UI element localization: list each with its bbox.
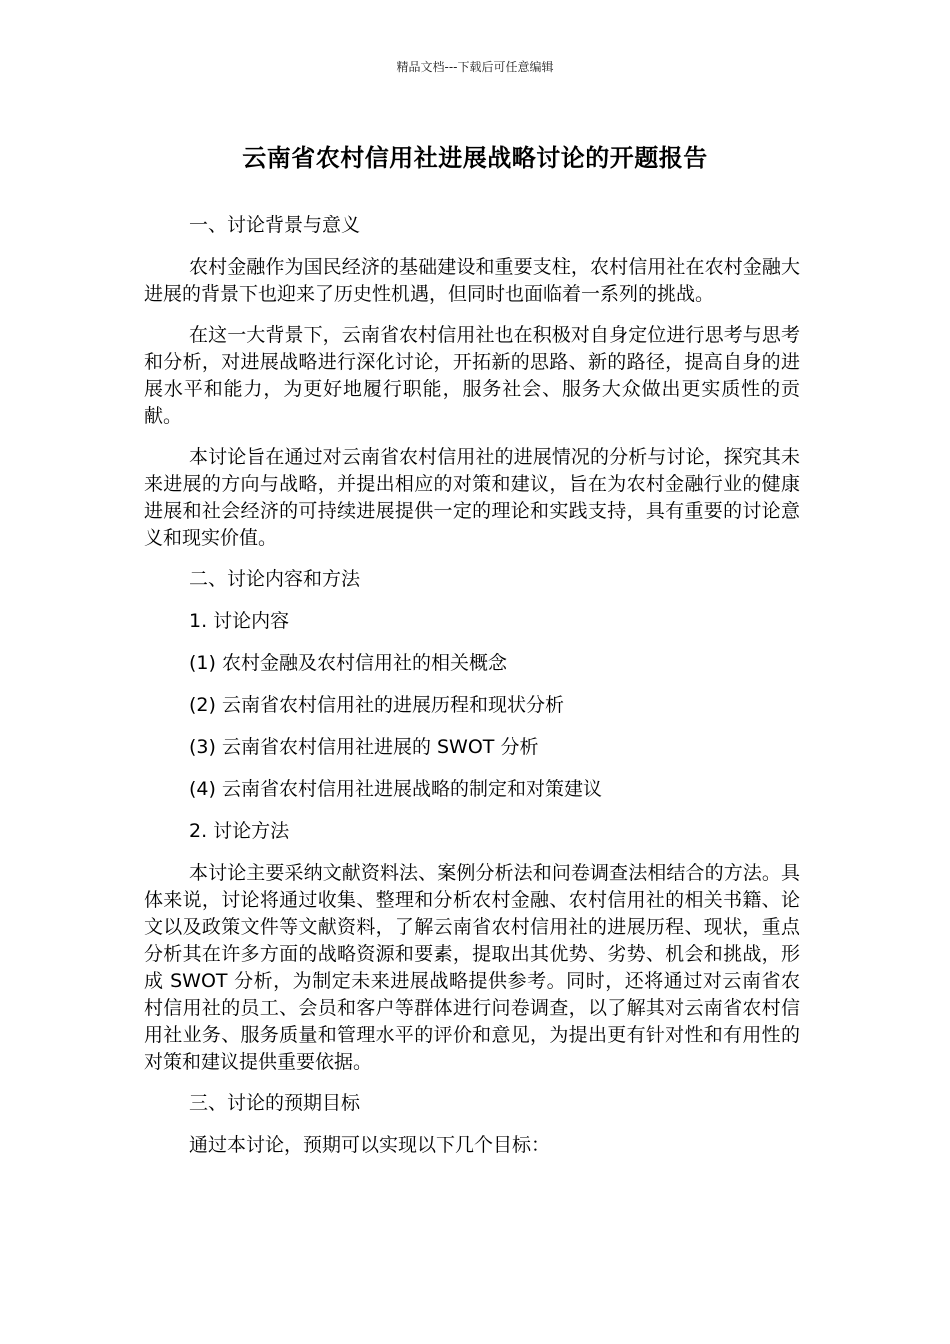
section-heading-1: 一、讨论背景与意义 xyxy=(189,214,361,236)
list-item: (1) 农村金融及农村信用社的相关概念 xyxy=(189,652,507,674)
list-item: (4) 云南省农村信用社进展战略的制定和对策建议 xyxy=(189,778,602,800)
page-header: 精品文档---下载后可任意编辑 xyxy=(396,60,554,74)
list-item: (3) 云南省农村信用社进展的 SWOT 分析 xyxy=(189,736,539,758)
body-paragraph: 本讨论主要采纳文献资料法、案例分析法和问卷调查法相结合的方法。具体来说，讨论将通过收集、整理和分析农村金融、农村信用社的相关书籍、论文以及政策文件等文献资料，了解云南省农村信用社的进展历程、现状，重点分析其在许多方面的战略资源和要素，提取出其优势、劣势、机会和挑战，形成 SWOT 分析，为制定未来进展战略提供参考。同时，还将通过对云南省农村信用社的员工、会员和客户等群体进行问卷调查，以了解其对云南省农村信用社业务、服务质量和管理水平的评价和意见，为提出更有针对性和有用性的对策和建议提供重要依据。 xyxy=(144,862,800,1073)
body-paragraph: 农村金融作为国民经济的基础建设和重要支柱，农村信用社在农村金融大进展的背景下也迎来了历史性机遇，但同时也面临着一系列的挑战。 xyxy=(144,256,800,305)
body-paragraph: 在这一大背景下，云南省农村信用社也在积极对自身定位进行思考与思考和分析，对进展战略进行深化讨论，开拓新的思路、新的路径，提高自身的进展水平和能力，为更好地履行职能，服务社会、服务大众做出更实质性的贡献。 xyxy=(144,324,800,427)
document-title: 云南省农村信用社进展战略讨论的开题报告 xyxy=(242,144,708,172)
list-item: (2) 云南省农村信用社的进展历程和现状分析 xyxy=(189,694,564,716)
subsection-heading: 1. 讨论内容 xyxy=(189,610,290,632)
section-heading-2: 二、讨论内容和方法 xyxy=(189,568,361,590)
section-heading-3: 三、讨论的预期目标 xyxy=(189,1092,361,1114)
document-body xyxy=(144,212,800,1174)
subsection-heading: 2. 讨论方法 xyxy=(189,820,290,842)
body-paragraph: 通过本讨论，预期可以实现以下几个目标： xyxy=(189,1134,551,1156)
body-paragraph: 本讨论旨在通过对云南省农村信用社的进展情况的分析与讨论，探究其未来进展的方向与战略，并提出相应的对策和建议，旨在为农村金融行业的健康进展和社会经济的可持续进展提供一定的理论和实践支持，具有重要的讨论意义和现实价值。 xyxy=(144,446,800,549)
